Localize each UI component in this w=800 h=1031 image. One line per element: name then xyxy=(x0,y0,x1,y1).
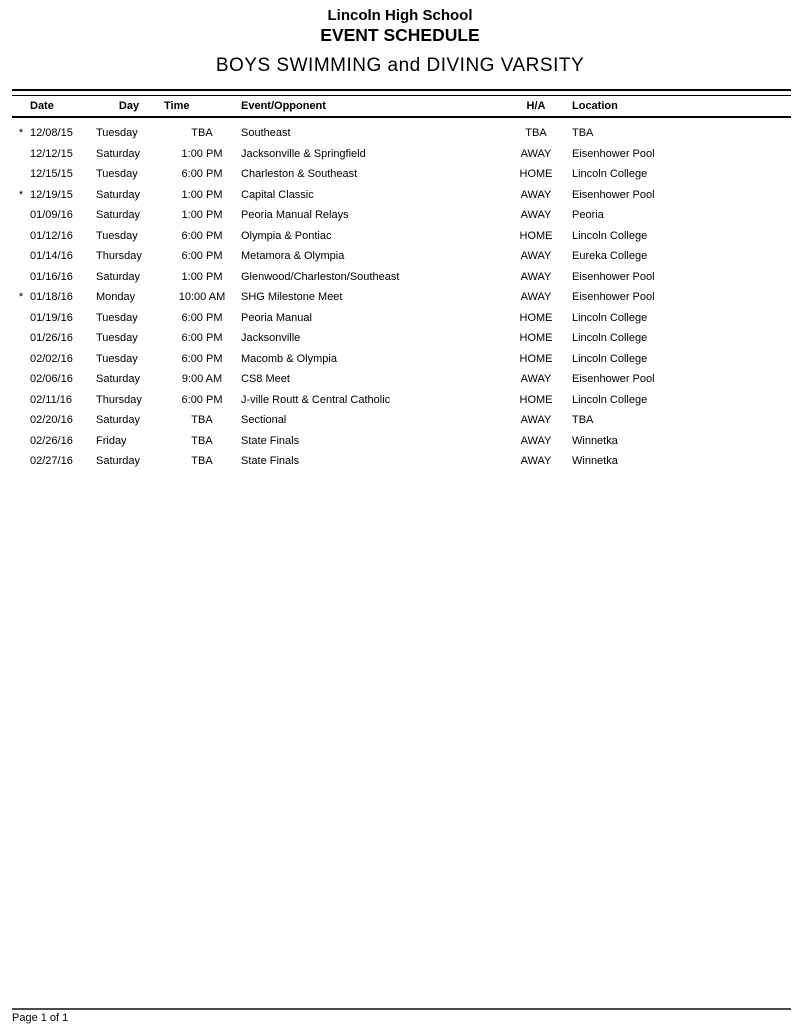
time-cell: 6:00 PM xyxy=(181,352,223,365)
day-cell: Tuesday xyxy=(96,168,138,181)
time-cell: TBA xyxy=(191,414,213,427)
day-cell: Saturday xyxy=(96,270,141,283)
time-cell: 1:00 PM xyxy=(181,147,223,160)
star-cell: * xyxy=(18,188,24,201)
date-cell: 02/02/16 xyxy=(30,352,73,365)
event-cell: Olympia & Pontiac xyxy=(241,229,332,242)
star-cell xyxy=(12,308,30,329)
time-cell: TBA xyxy=(191,434,213,447)
event-cell: Jacksonville & Springfield xyxy=(241,147,366,160)
day-cell: Tuesday xyxy=(96,127,138,140)
time-cell: 10:00 AM xyxy=(178,291,226,304)
time-cell: 1:00 PM xyxy=(181,188,223,201)
home-away-cell: AWAY xyxy=(520,291,552,304)
location-cell: Winnetka xyxy=(572,455,618,468)
star-cell xyxy=(12,328,30,349)
location-cell: Winnetka xyxy=(572,434,618,447)
table-row xyxy=(12,226,791,247)
page-number: Page 1 of 1 xyxy=(12,1012,69,1024)
date-cell: 12/19/15 xyxy=(30,188,73,201)
table-row xyxy=(12,308,791,329)
home-away-column-header: H/A xyxy=(500,96,572,117)
table-row xyxy=(12,246,791,267)
star-cell: * xyxy=(18,127,24,140)
time-cell: 6:00 PM xyxy=(181,393,223,406)
time-cell: 9:00 AM xyxy=(181,373,223,386)
table-row xyxy=(12,205,791,226)
document-header xyxy=(0,6,800,77)
date-cell: 01/09/16 xyxy=(30,209,73,222)
home-away-cell: TBA xyxy=(525,127,547,140)
home-away-cell: AWAY xyxy=(520,270,552,283)
location-cell: Lincoln College xyxy=(572,332,648,345)
home-away-cell: HOME xyxy=(519,311,553,324)
date-column-header: Date xyxy=(30,96,95,117)
location-cell: Lincoln College xyxy=(572,311,648,324)
location-cell: Peoria xyxy=(572,209,604,222)
day-cell: Saturday xyxy=(96,147,141,160)
location-cell: Eisenhower Pool xyxy=(572,270,655,283)
star-cell xyxy=(12,205,30,226)
event-cell: J-ville Routt & Central Catholic xyxy=(241,393,391,406)
event-cell: CS8 Meet xyxy=(241,373,290,386)
home-away-cell: AWAY xyxy=(520,373,552,386)
star-cell xyxy=(12,226,30,247)
time-cell: 1:00 PM xyxy=(181,209,223,222)
location-cell: Eisenhower Pool xyxy=(572,291,655,304)
day-cell: Saturday xyxy=(96,373,141,386)
table-row xyxy=(12,410,791,431)
star-cell xyxy=(12,431,30,452)
location-cell: Eureka College xyxy=(572,250,648,263)
home-away-cell: AWAY xyxy=(520,250,552,263)
location-cell: Eisenhower Pool xyxy=(572,147,655,160)
home-away-cell: AWAY xyxy=(520,455,552,468)
date-cell: 02/06/16 xyxy=(30,373,73,386)
table-row xyxy=(12,164,791,185)
location-cell: Eisenhower Pool xyxy=(572,373,655,386)
star-column-header xyxy=(12,96,30,117)
event-cell: Capital Classic xyxy=(241,188,314,201)
event-cell: Glenwood/Charleston/Southeast xyxy=(241,270,400,283)
star-cell xyxy=(12,349,30,370)
time-cell: 6:00 PM xyxy=(181,250,223,263)
table-row xyxy=(12,328,791,349)
home-away-cell: HOME xyxy=(519,168,553,181)
date-cell: 01/18/16 xyxy=(30,291,73,304)
day-cell: Saturday xyxy=(96,188,141,201)
star-cell xyxy=(12,246,30,267)
star-cell xyxy=(12,390,30,411)
date-cell: 02/20/16 xyxy=(30,414,73,427)
time-cell: 6:00 PM xyxy=(181,229,223,242)
table-row xyxy=(12,267,791,288)
home-away-cell: AWAY xyxy=(520,147,552,160)
event-cell: SHG Milestone Meet xyxy=(241,291,343,304)
event-cell: Charleston & Southeast xyxy=(241,168,358,181)
location-cell: Eisenhower Pool xyxy=(572,188,655,201)
date-cell: 01/16/16 xyxy=(30,270,73,283)
footer-rule xyxy=(12,1008,791,1010)
location-cell: TBA xyxy=(572,127,594,140)
day-cell: Saturday xyxy=(96,209,141,222)
day-cell: Tuesday xyxy=(96,332,138,345)
star-cell xyxy=(12,451,30,472)
date-cell: 01/14/16 xyxy=(30,250,73,263)
star-cell xyxy=(12,267,30,288)
time-column-header: Time xyxy=(163,96,241,117)
schedule-table-body xyxy=(12,117,791,472)
star-cell xyxy=(12,410,30,431)
time-cell: 6:00 PM xyxy=(181,311,223,324)
star-cell xyxy=(12,369,30,390)
day-column-header: Day xyxy=(95,96,163,117)
event-cell: Jacksonville xyxy=(241,332,301,345)
event-cell: Sectional xyxy=(241,414,287,427)
header-row xyxy=(12,96,791,117)
schedule-section xyxy=(12,89,791,472)
home-away-cell: HOME xyxy=(519,352,553,365)
star-cell: * xyxy=(18,291,24,304)
home-away-cell: AWAY xyxy=(520,188,552,201)
event-cell: Peoria Manual xyxy=(241,311,312,324)
date-cell: 12/15/15 xyxy=(30,168,73,181)
location-cell: TBA xyxy=(572,414,594,427)
table-row xyxy=(12,287,791,308)
date-cell: 12/12/15 xyxy=(30,147,73,160)
day-cell: Tuesday xyxy=(96,229,138,242)
event-cell: State Finals xyxy=(241,455,300,468)
event-opponent-column-header: Event/Opponent xyxy=(241,96,500,117)
schedule-table-header xyxy=(12,96,791,117)
table-row xyxy=(12,185,791,206)
time-cell: 6:00 PM xyxy=(181,168,223,181)
school-name: Lincoln High School xyxy=(327,7,473,24)
time-cell: 6:00 PM xyxy=(181,332,223,345)
schedule-table xyxy=(12,96,791,472)
document-title: EVENT SCHEDULE xyxy=(320,25,480,45)
home-away-cell: AWAY xyxy=(520,434,552,447)
day-cell: Tuesday xyxy=(96,311,138,324)
date-cell: 02/26/16 xyxy=(30,434,73,447)
time-cell: TBA xyxy=(191,455,213,468)
table-row xyxy=(12,369,791,390)
date-cell: 02/11/16 xyxy=(30,393,73,406)
date-cell: 12/08/15 xyxy=(30,127,73,140)
event-cell: Metamora & Olympia xyxy=(241,250,345,263)
table-row xyxy=(12,144,791,165)
date-cell: 01/19/16 xyxy=(30,311,73,324)
day-cell: Tuesday xyxy=(96,352,138,365)
location-cell: Lincoln College xyxy=(572,168,648,181)
document-subtitle: BOYS SWIMMING and DIVING VARSITY xyxy=(215,55,585,76)
home-away-cell: HOME xyxy=(519,393,553,406)
document-footer xyxy=(12,1008,791,1026)
star-cell xyxy=(12,164,30,185)
day-cell: Saturday xyxy=(96,455,141,468)
home-away-cell: AWAY xyxy=(520,209,552,222)
day-cell: Thursday xyxy=(96,250,142,263)
table-row xyxy=(12,123,791,144)
time-cell: TBA xyxy=(191,127,213,140)
event-cell: State Finals xyxy=(241,434,300,447)
event-cell: Peoria Manual Relays xyxy=(241,209,349,222)
day-cell: Saturday xyxy=(96,414,141,427)
star-cell xyxy=(12,144,30,165)
time-cell: 1:00 PM xyxy=(181,270,223,283)
date-cell: 01/26/16 xyxy=(30,332,73,345)
day-cell: Friday xyxy=(96,434,127,447)
event-cell: Macomb & Olympia xyxy=(241,352,337,365)
home-away-cell: HOME xyxy=(519,332,553,345)
table-row xyxy=(12,349,791,370)
day-cell: Monday xyxy=(96,291,136,304)
home-away-cell: AWAY xyxy=(520,414,552,427)
table-row xyxy=(12,431,791,452)
day-cell: Thursday xyxy=(96,393,142,406)
table-row xyxy=(12,390,791,411)
table-row xyxy=(12,451,791,472)
date-cell: 02/27/16 xyxy=(30,455,73,468)
event-cell: Southeast xyxy=(241,127,291,140)
location-cell: Lincoln College xyxy=(572,229,648,242)
home-away-cell: HOME xyxy=(519,229,553,242)
date-cell: 01/12/16 xyxy=(30,229,73,242)
location-cell: Lincoln College xyxy=(572,393,648,406)
location-cell: Lincoln College xyxy=(572,352,648,365)
location-column-header: Location xyxy=(572,96,791,117)
